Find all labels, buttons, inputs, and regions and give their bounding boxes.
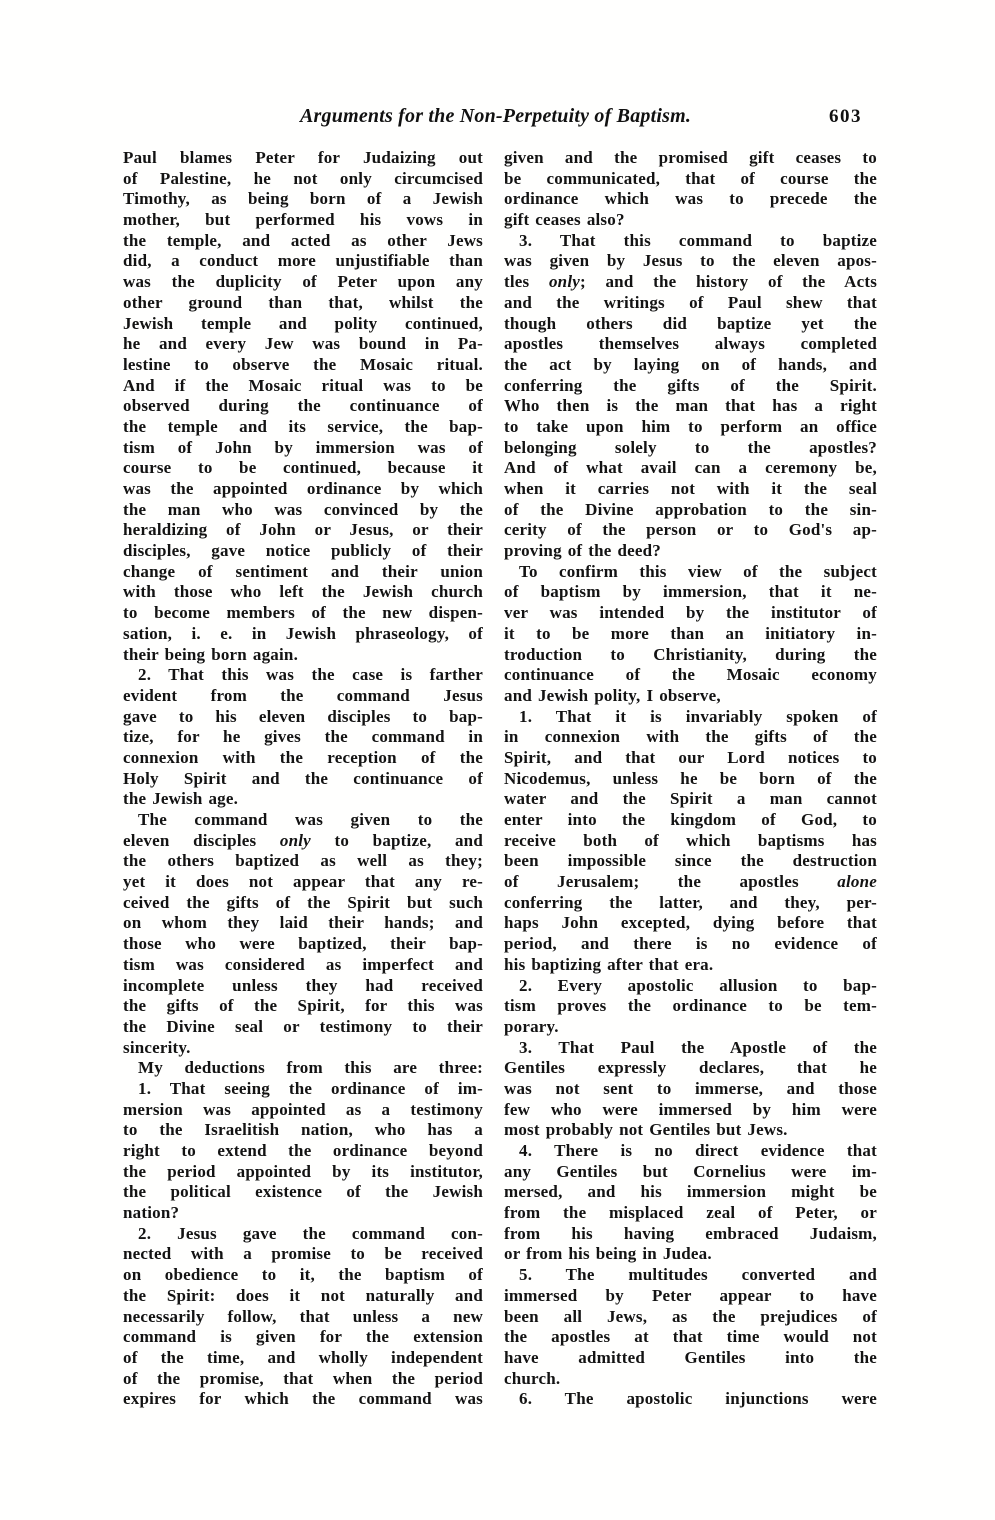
text-line: necessarily follow, that unless a new — [123, 1306, 483, 1326]
text-line: ceived the gifts of the Spirit but such — [123, 892, 483, 912]
text-line: any Gentiles but Cornelius were im- — [504, 1161, 877, 1181]
text-line: The command was given to the — [138, 810, 483, 829]
text-line: mersion was appointed as a testimony — [123, 1099, 483, 1119]
page-header-title: Arguments for the Non-Perpetuity of Baptism. — [300, 105, 692, 127]
text-line: immersed by Peter appear to have — [504, 1285, 877, 1305]
paragraph — [504, 562, 877, 707]
text-line: 2. Jesus gave the command con- — [138, 1223, 483, 1243]
text-line: the others baptized as well as they; — [123, 851, 483, 871]
text-line: those who were baptized, their bap- — [123, 934, 483, 954]
text-line: eleven disciples only to baptize, and — [123, 830, 483, 850]
paragraph — [504, 707, 877, 976]
text-line: nation? — [123, 1203, 180, 1223]
text-line: conferring the gifts of the Spirit. — [504, 375, 877, 395]
text-line: right to extend the ordinance beyond — [123, 1141, 483, 1160]
text-line: the Spirit: does it not naturally and — [123, 1285, 483, 1305]
right-column — [504, 148, 877, 1410]
text-line: incomplete unless they had received — [123, 975, 483, 995]
text-line: Timothy, as being born of a Jewish — [123, 189, 483, 209]
paragraph — [123, 665, 483, 810]
text-line: tism was considered as imperfect and — [123, 954, 483, 974]
text-line: and the writings of Paul shew that — [504, 292, 877, 312]
text-line: change of sentiment and their union — [123, 561, 483, 581]
text-line: 2. Every apostolic allusion to bap- — [519, 975, 877, 995]
text-line: and Jewish polity, I observe, — [504, 685, 721, 705]
left-column — [123, 148, 483, 1410]
paragraph — [123, 1224, 483, 1410]
text-line: was the appointed ordinance by which — [123, 479, 483, 498]
text-line: belonging solely to the apostles? — [504, 437, 877, 457]
text-line: connexion with the reception of the — [123, 747, 483, 767]
text-line: My deductions from this are three: — [138, 1058, 483, 1078]
text-line: on obedience to it, the baptism of — [123, 1265, 483, 1285]
text-line: with those who left the Jewish church — [123, 582, 483, 602]
text-line: of the Divine approbation to the sin- — [504, 499, 877, 519]
text-line: tism proves the ordinance to be tem- — [504, 996, 877, 1016]
text-line: sation, i. e. in Jewish phraseology, of — [123, 623, 483, 643]
text-line: the temple, and acted as other Jews — [123, 230, 483, 250]
text-line: Paul blames Peter for Judaizing out — [123, 148, 483, 167]
text-line: heraldizing of John or Jesus, or their — [123, 520, 483, 540]
text-line: from his having embraced Judaism, — [504, 1223, 877, 1243]
text-line: have admitted Gentiles into the — [504, 1347, 877, 1367]
page-number: 603 — [829, 106, 862, 127]
text-line: the man who was convinced by the — [123, 499, 483, 519]
text-line: Jewish temple and polity continued, — [123, 313, 483, 333]
text-line: was given by Jesus to the eleven apos- — [504, 251, 877, 271]
text-line: in connexion with the gifts of the — [504, 727, 877, 747]
text-line: And of what avail can a ceremony be, — [504, 458, 877, 478]
text-line: tize, for he gives the command in — [123, 727, 483, 747]
text-line: 3. That Paul the Apostle of the — [519, 1037, 877, 1057]
text-line: to become members of the new dispen- — [123, 603, 483, 623]
text-line: 1. That it is invariably spoken of — [519, 706, 877, 726]
text-line: porary. — [504, 1016, 559, 1036]
text-line: did, a conduct more unjustifiable than — [123, 251, 483, 271]
text-line: the gifts of the Spirit, for this was — [123, 996, 483, 1016]
text-line: the temple and its service, the bap- — [123, 416, 483, 436]
paragraph — [123, 810, 483, 1058]
text-line: observed during the continuance of — [123, 396, 483, 416]
text-line: other ground than that, whilst the — [123, 292, 483, 312]
text-line: been all Jews, as the prejudices of — [504, 1306, 877, 1326]
text-line: ordinance which was to precede the — [504, 189, 877, 209]
text-line: period, and there is no evidence of — [504, 934, 877, 954]
text-line: Spirit, and that our Lord notices to — [504, 747, 877, 767]
text-line: And if the Mosaic ritual was to be — [123, 375, 483, 395]
text-line: To confirm this view of the subject — [519, 561, 877, 581]
paragraph — [504, 1265, 877, 1389]
text-line: tles only; and the history of the Acts — [504, 272, 878, 292]
paragraph — [123, 1058, 483, 1079]
text-line: yet it does not appear that any re- — [123, 872, 483, 892]
text-line: the act by laying on of hands, and — [504, 354, 877, 374]
text-line: gave to his eleven disciples to bap- — [123, 706, 483, 726]
text-line: 2. That this was the case is farther — [138, 665, 483, 685]
text-line: ver was intended by the institutor of — [504, 603, 877, 623]
text-line: 3. That this command to baptize — [519, 230, 877, 250]
text-line: disciples, gave notice publicly of their — [123, 541, 483, 561]
text-line: was not sent to immerse, and those — [504, 1078, 877, 1098]
text-line: though others did baptize yet the — [504, 313, 877, 333]
text-line: Holy Spirit and the continuance of — [123, 768, 483, 788]
text-line: he and every Jew was bound in Pa- — [123, 334, 483, 354]
text-line: cerity of the person or to God's ap- — [504, 520, 877, 540]
paragraph — [123, 1079, 483, 1224]
text-line: when it carries not with it the seal — [504, 479, 877, 498]
text-line: the Divine seal or testimony to their — [123, 1016, 483, 1036]
text-line: his baptizing after that era. — [504, 954, 714, 974]
paragraph — [504, 1038, 877, 1141]
text-line: Who then is the man that has a right — [504, 396, 877, 416]
text-line: mersed, and his immersion might be — [504, 1182, 877, 1202]
text-line: most probably not Gentiles but Jews. — [504, 1120, 788, 1140]
text-line: continuance of the Mosaic economy — [504, 665, 877, 685]
text-line: apostles themselves always completed — [504, 334, 877, 354]
text-line: the apostles at that time would not — [504, 1327, 877, 1347]
text-line: of Palestine, he not only circumcised — [123, 168, 483, 188]
paragraph — [123, 148, 483, 665]
text-line: proving of the deed? — [504, 541, 661, 561]
text-line: lestine to observe the Mosaic ritual. — [123, 354, 483, 374]
text-line: been impossible since the destruction — [504, 851, 877, 871]
running-header — [0, 105, 995, 137]
paragraph — [504, 231, 877, 562]
text-line: it to be more than an initiatory in- — [504, 623, 877, 643]
text-line: sincerity. — [123, 1037, 191, 1057]
text-line: troduction to Christianity, during the — [504, 644, 877, 664]
text-line: receive both of which baptisms has — [504, 830, 877, 850]
text-line: the period appointed by its institutor, — [123, 1161, 483, 1181]
text-line: of baptism by immersion, that it ne- — [504, 582, 877, 602]
text-line: conferring the latter, and they, per- — [504, 892, 877, 912]
text-line: course to be continued, because it — [123, 458, 483, 478]
text-line: of the promise, that when the period — [123, 1368, 483, 1388]
text-line: of the time, and wholly independent — [123, 1347, 483, 1367]
text-line: Nicodemus, unless he be born of the — [504, 768, 877, 788]
text-line: to take upon him to perform an office — [504, 416, 877, 436]
text-line: 5. The multitudes converted and — [519, 1265, 877, 1285]
paragraph — [504, 1389, 877, 1410]
text-line: on whom they laid their hands; and — [123, 913, 483, 933]
text-line: to the Israelitish nation, who has a — [123, 1120, 483, 1140]
text-line: or from his being in Judea. — [504, 1244, 712, 1264]
paragraph — [504, 976, 877, 1038]
text-line: from the misplaced zeal of Peter, or — [504, 1203, 877, 1223]
text-line: 6. The apostolic injunctions were — [519, 1389, 877, 1409]
text-line: the political existence of the Jewish — [123, 1182, 483, 1202]
text-line: tism of John by immersion was of — [123, 437, 483, 457]
text-line: evident from the command Jesus — [123, 685, 483, 705]
paragraph — [504, 1141, 877, 1265]
text-line: given and the promised gift ceases to — [504, 148, 877, 167]
text-line: nected with a promise to be received — [123, 1244, 483, 1264]
text-line: command is given for the extension — [123, 1327, 483, 1347]
text-line: of Jerusalem; the apostles alone — [504, 872, 877, 892]
text-line: church. — [504, 1368, 561, 1388]
paragraph — [504, 148, 877, 231]
text-line: expires for which the command was — [123, 1389, 483, 1409]
text-line: mother, but performed his vows in — [123, 210, 483, 230]
text-line: 4. There is no direct evidence that — [519, 1141, 877, 1160]
text-line: was the duplicity of Peter upon any — [123, 272, 483, 292]
text-line: be communicated, that of course the — [504, 168, 877, 188]
text-line: 1. That seeing the ordinance of im- — [138, 1078, 483, 1098]
text-line: water and the Spirit a man cannot — [504, 789, 877, 809]
text-line: Gentiles expressly declares, that he — [504, 1058, 877, 1078]
text-line: enter into the kingdom of God, to — [504, 810, 877, 829]
text-line: their being born again. — [123, 644, 299, 664]
text-line: the Jewish age. — [123, 789, 239, 809]
text-line: haps John excepted, dying before that — [504, 913, 877, 933]
text-line: few who were immersed by him were — [504, 1099, 877, 1119]
text-line: gift ceases also? — [504, 210, 625, 230]
